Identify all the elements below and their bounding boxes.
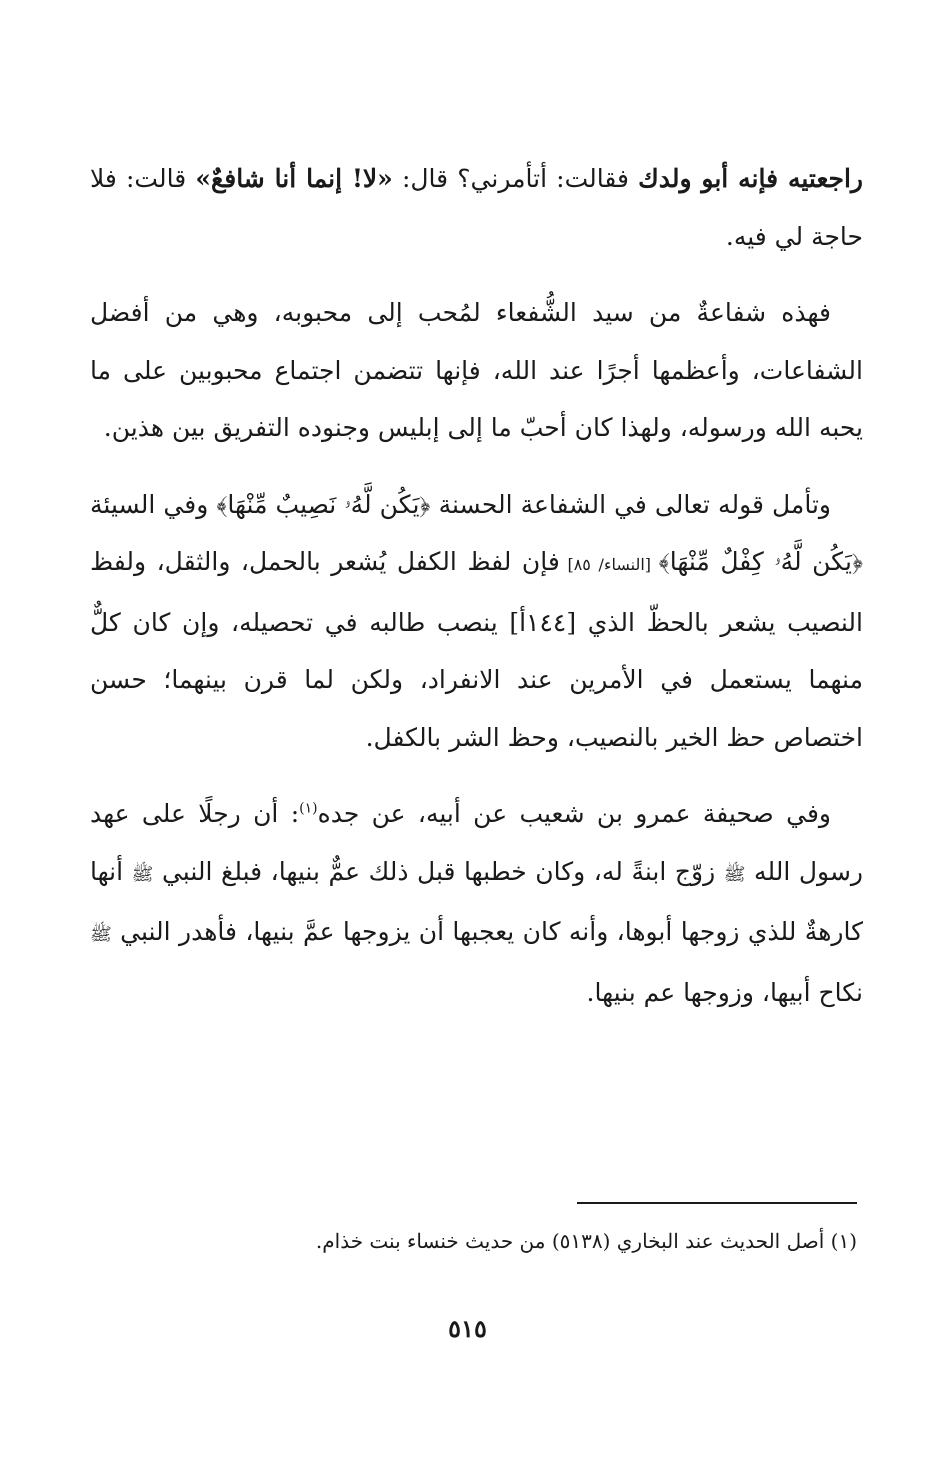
footnote-number: (١) [830, 1229, 857, 1253]
paragraph-1-text: فقالت: أتأمرني؟ قال: [392, 164, 639, 193]
verse-reference: [النساء/ ٨٥] [559, 555, 659, 574]
paragraph-2: فهذه شفاعةٌ من سيد الشُّفعاء لمُحب إلى محبوبه، وهي من أفضل الشفاعات، وأعظمها أجرًا عند الله، فإنها تتضمن اجتماع محبوبين على ما يحبه الله ورسوله، ولهذا كان أحبّ ما إلى إبليس وجنوده التفريق بين هذين. [90, 298, 863, 442]
paragraph-4-part-b: : أن رجلًا على عهد رسول الله [90, 799, 863, 886]
quran-verse-2: ﴿يَكُن لَّهُۥ كِفْلٌ مِّنْهَا﴾ [658, 547, 864, 576]
paragraph-4-part-d: أنها كارهةٌ للذي زوجها أبوها، وأنه كان يعجبها أن يزوجها عمَّ بنيها، فأهدر النبي [90, 856, 863, 946]
quran-verse-1: ﴿يَكُن لَّهُۥ نَصِيبٌ مِّنْهَا﴾ [216, 489, 431, 519]
paragraph-1 [90, 150, 863, 265]
paragraph-1-end: قالت: فلا حاجة لي فيه. [90, 164, 863, 251]
paragraph-4-part-e: نكاح أبيها، وزوجها عم بنيها. [586, 977, 863, 1007]
page-number: ٥١٥ [448, 1314, 487, 1343]
paragraph-4-intro: وفي صحيفة عمرو بن شعيب عن أبيه، عن جده [317, 799, 831, 828]
paragraph-4-part-c: زوّج ابنةً له، وكان خطبها قبل ذلك عمٌّ بنيها، فبلغ النبي [153, 856, 724, 886]
prophet-quote: «لا! إنما أنا شافعٌ» [195, 164, 393, 193]
salawat-icon: ﷺ [723, 863, 746, 885]
salawat-icon: ﷺ [131, 863, 154, 885]
salawat-icon: ﷺ [90, 924, 112, 945]
footnote [90, 1226, 857, 1256]
hadith-quote: راجعتيه فإنه أبو ولدك [638, 164, 863, 193]
footnote-marker[interactable]: (١) [299, 800, 318, 817]
paragraph-4 [90, 785, 863, 1021]
paragraph-3-mid: وفي السيئة [90, 489, 217, 519]
paragraph-3 [90, 476, 863, 767]
paragraph-3-body: فإن لفظ الكفل يُشعر بالحمل، والثقل، ولفظ النصيب يشعر بالحظّ الذي [١٤٤أ] ينصب طالبه في تحصيله، وإن كان كلٌّ منهما يستعمل في الأمرين عند الانفراد، ولكن لما قرن بينهما؛ حسن اختصاص حظ الخير بالنصيب، وحظ الشر بالكفل. [90, 547, 863, 752]
footnote-divider [577, 1202, 857, 1204]
main-text [90, 150, 863, 1040]
footnote-text: أصل الحديث عند البخاري (٥١٣٨) من حديث خنساء بنت خذام. [315, 1229, 825, 1253]
paragraph-3-intro: وتأمل قوله تعالى في الشفاعة الحسنة [430, 489, 831, 519]
